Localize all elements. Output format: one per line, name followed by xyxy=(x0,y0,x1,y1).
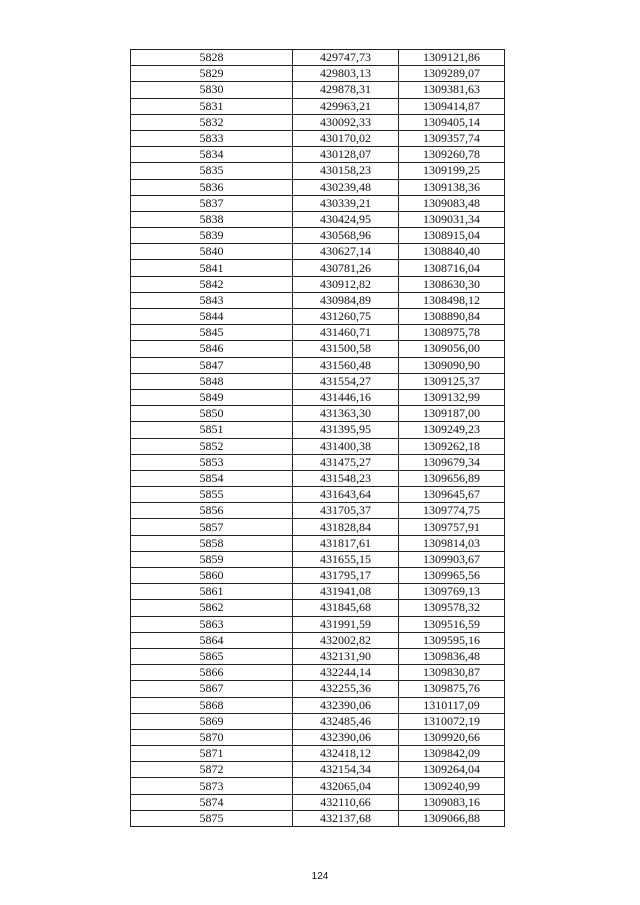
y-coordinate-cell: 1309357,74 xyxy=(399,130,505,146)
table-row xyxy=(131,519,505,535)
point-number-cell: 5874 xyxy=(131,794,293,810)
y-coordinate-cell: 1309656,89 xyxy=(399,470,505,486)
x-coordinate-cell: 432131,90 xyxy=(293,648,399,664)
x-coordinate-cell: 432390,06 xyxy=(293,729,399,745)
y-coordinate-cell: 1309066,88 xyxy=(399,810,505,826)
table-row xyxy=(131,98,505,114)
table-row xyxy=(131,66,505,82)
x-coordinate-cell: 429803,13 xyxy=(293,66,399,82)
point-number-cell: 5869 xyxy=(131,713,293,729)
point-number-cell: 5834 xyxy=(131,147,293,163)
y-coordinate-cell: 1309595,16 xyxy=(399,632,505,648)
table-row xyxy=(131,147,505,163)
table-row xyxy=(131,681,505,697)
point-number-cell: 5837 xyxy=(131,195,293,211)
table-row xyxy=(131,568,505,584)
x-coordinate-cell: 430239,48 xyxy=(293,179,399,195)
point-number-cell: 5840 xyxy=(131,244,293,260)
table-row xyxy=(131,163,505,179)
x-coordinate-cell: 431548,23 xyxy=(293,470,399,486)
table-row xyxy=(131,357,505,373)
table-row xyxy=(131,697,505,713)
point-number-cell: 5836 xyxy=(131,179,293,195)
table-row xyxy=(131,487,505,503)
point-number-cell: 5872 xyxy=(131,762,293,778)
table-row xyxy=(131,665,505,681)
table-row xyxy=(131,729,505,745)
y-coordinate-cell: 1310117,09 xyxy=(399,697,505,713)
x-coordinate-cell: 432418,12 xyxy=(293,746,399,762)
table-row xyxy=(131,260,505,276)
x-coordinate-cell: 431500,58 xyxy=(293,341,399,357)
point-number-cell: 5842 xyxy=(131,276,293,292)
x-coordinate-cell: 430912,82 xyxy=(293,276,399,292)
x-coordinate-cell: 430568,96 xyxy=(293,228,399,244)
x-coordinate-cell: 430781,26 xyxy=(293,260,399,276)
point-number-cell: 5843 xyxy=(131,292,293,308)
y-coordinate-cell: 1309920,66 xyxy=(399,729,505,745)
x-coordinate-cell: 432485,46 xyxy=(293,713,399,729)
x-coordinate-cell: 432154,34 xyxy=(293,762,399,778)
y-coordinate-cell: 1308890,84 xyxy=(399,309,505,325)
point-number-cell: 5873 xyxy=(131,778,293,794)
table-row xyxy=(131,454,505,470)
y-coordinate-cell: 1309414,87 xyxy=(399,98,505,114)
point-number-cell: 5833 xyxy=(131,130,293,146)
y-coordinate-cell: 1309381,63 xyxy=(399,82,505,98)
x-coordinate-cell: 430984,89 xyxy=(293,292,399,308)
y-coordinate-cell: 1309264,04 xyxy=(399,762,505,778)
table-row xyxy=(131,551,505,567)
point-number-cell: 5860 xyxy=(131,568,293,584)
y-coordinate-cell: 1309187,00 xyxy=(399,406,505,422)
y-coordinate-cell: 1309836,48 xyxy=(399,648,505,664)
y-coordinate-cell: 1309965,56 xyxy=(399,568,505,584)
x-coordinate-cell: 431655,15 xyxy=(293,551,399,567)
y-coordinate-cell: 1309083,16 xyxy=(399,794,505,810)
y-coordinate-cell: 1310072,19 xyxy=(399,713,505,729)
x-coordinate-cell: 430627,14 xyxy=(293,244,399,260)
coordinates-table-body xyxy=(131,50,505,827)
point-number-cell: 5853 xyxy=(131,454,293,470)
table-row xyxy=(131,211,505,227)
y-coordinate-cell: 1308915,04 xyxy=(399,228,505,244)
point-number-cell: 5870 xyxy=(131,729,293,745)
y-coordinate-cell: 1309769,13 xyxy=(399,584,505,600)
point-number-cell: 5858 xyxy=(131,535,293,551)
y-coordinate-cell: 1309260,78 xyxy=(399,147,505,163)
table-row xyxy=(131,778,505,794)
y-coordinate-cell: 1309121,86 xyxy=(399,50,505,66)
point-number-cell: 5861 xyxy=(131,584,293,600)
y-coordinate-cell: 1308498,12 xyxy=(399,292,505,308)
point-number-cell: 5865 xyxy=(131,648,293,664)
page-number: 124 xyxy=(311,871,329,882)
table-row xyxy=(131,292,505,308)
table-row xyxy=(131,535,505,551)
x-coordinate-cell: 432244,14 xyxy=(293,665,399,681)
table-row xyxy=(131,503,505,519)
y-coordinate-cell: 1309875,76 xyxy=(399,681,505,697)
point-number-cell: 5856 xyxy=(131,503,293,519)
table-row xyxy=(131,616,505,632)
x-coordinate-cell: 431991,59 xyxy=(293,616,399,632)
x-coordinate-cell: 431941,08 xyxy=(293,584,399,600)
y-coordinate-cell: 1308975,78 xyxy=(399,325,505,341)
point-number-cell: 5838 xyxy=(131,211,293,227)
point-number-cell: 5832 xyxy=(131,114,293,130)
y-coordinate-cell: 1309757,91 xyxy=(399,519,505,535)
point-number-cell: 5845 xyxy=(131,325,293,341)
point-number-cell: 5835 xyxy=(131,163,293,179)
y-coordinate-cell: 1309262,18 xyxy=(399,438,505,454)
point-number-cell: 5849 xyxy=(131,389,293,405)
point-number-cell: 5871 xyxy=(131,746,293,762)
x-coordinate-cell: 431260,75 xyxy=(293,309,399,325)
table-row xyxy=(131,584,505,600)
y-coordinate-cell: 1308840,40 xyxy=(399,244,505,260)
x-coordinate-cell: 430424,95 xyxy=(293,211,399,227)
point-number-cell: 5875 xyxy=(131,810,293,826)
table-row xyxy=(131,810,505,826)
point-number-cell: 5866 xyxy=(131,665,293,681)
point-number-cell: 5850 xyxy=(131,406,293,422)
table-row xyxy=(131,244,505,260)
table-row xyxy=(131,130,505,146)
y-coordinate-cell: 1309645,67 xyxy=(399,487,505,503)
table-row xyxy=(131,373,505,389)
point-number-cell: 5841 xyxy=(131,260,293,276)
y-coordinate-cell: 1309289,07 xyxy=(399,66,505,82)
x-coordinate-cell: 430170,02 xyxy=(293,130,399,146)
y-coordinate-cell: 1309125,37 xyxy=(399,373,505,389)
table-row xyxy=(131,195,505,211)
x-coordinate-cell: 431828,84 xyxy=(293,519,399,535)
point-number-cell: 5852 xyxy=(131,438,293,454)
y-coordinate-cell: 1309031,34 xyxy=(399,211,505,227)
x-coordinate-cell: 430128,07 xyxy=(293,147,399,163)
table-row xyxy=(131,438,505,454)
x-coordinate-cell: 430092,33 xyxy=(293,114,399,130)
y-coordinate-cell: 1309814,03 xyxy=(399,535,505,551)
y-coordinate-cell: 1309774,75 xyxy=(399,503,505,519)
point-number-cell: 5864 xyxy=(131,632,293,648)
x-coordinate-cell: 432255,36 xyxy=(293,681,399,697)
x-coordinate-cell: 432390,06 xyxy=(293,697,399,713)
y-coordinate-cell: 1309056,00 xyxy=(399,341,505,357)
x-coordinate-cell: 431643,64 xyxy=(293,487,399,503)
coordinates-table xyxy=(130,49,505,827)
x-coordinate-cell: 431446,16 xyxy=(293,389,399,405)
table-row xyxy=(131,309,505,325)
x-coordinate-cell: 431400,38 xyxy=(293,438,399,454)
table-row xyxy=(131,632,505,648)
x-coordinate-cell: 429747,73 xyxy=(293,50,399,66)
x-coordinate-cell: 432002,82 xyxy=(293,632,399,648)
y-coordinate-cell: 1309249,23 xyxy=(399,422,505,438)
point-number-cell: 5862 xyxy=(131,600,293,616)
point-number-cell: 5844 xyxy=(131,309,293,325)
table-row xyxy=(131,228,505,244)
x-coordinate-cell: 429878,31 xyxy=(293,82,399,98)
table-row xyxy=(131,648,505,664)
point-number-cell: 5863 xyxy=(131,616,293,632)
table-row xyxy=(131,179,505,195)
point-number-cell: 5854 xyxy=(131,470,293,486)
x-coordinate-cell: 431460,71 xyxy=(293,325,399,341)
y-coordinate-cell: 1309903,67 xyxy=(399,551,505,567)
table-row xyxy=(131,114,505,130)
x-coordinate-cell: 431845,68 xyxy=(293,600,399,616)
point-number-cell: 5828 xyxy=(131,50,293,66)
point-number-cell: 5829 xyxy=(131,66,293,82)
point-number-cell: 5867 xyxy=(131,681,293,697)
x-coordinate-cell: 431795,17 xyxy=(293,568,399,584)
x-coordinate-cell: 432065,04 xyxy=(293,778,399,794)
y-coordinate-cell: 1308630,30 xyxy=(399,276,505,292)
x-coordinate-cell: 432110,66 xyxy=(293,794,399,810)
point-number-cell: 5831 xyxy=(131,98,293,114)
x-coordinate-cell: 429963,21 xyxy=(293,98,399,114)
table-row xyxy=(131,406,505,422)
x-coordinate-cell: 430158,23 xyxy=(293,163,399,179)
y-coordinate-cell: 1309199,25 xyxy=(399,163,505,179)
y-coordinate-cell: 1309138,36 xyxy=(399,179,505,195)
table-row xyxy=(131,470,505,486)
y-coordinate-cell: 1309240,99 xyxy=(399,778,505,794)
x-coordinate-cell: 432137,68 xyxy=(293,810,399,826)
point-number-cell: 5848 xyxy=(131,373,293,389)
y-coordinate-cell: 1309842,09 xyxy=(399,746,505,762)
x-coordinate-cell: 431817,61 xyxy=(293,535,399,551)
table-row xyxy=(131,746,505,762)
x-coordinate-cell: 431395,95 xyxy=(293,422,399,438)
y-coordinate-cell: 1308716,04 xyxy=(399,260,505,276)
point-number-cell: 5859 xyxy=(131,551,293,567)
x-coordinate-cell: 431560,48 xyxy=(293,357,399,373)
y-coordinate-cell: 1309090,90 xyxy=(399,357,505,373)
y-coordinate-cell: 1309083,48 xyxy=(399,195,505,211)
y-coordinate-cell: 1309516,59 xyxy=(399,616,505,632)
point-number-cell: 5830 xyxy=(131,82,293,98)
x-coordinate-cell: 430339,21 xyxy=(293,195,399,211)
table-row xyxy=(131,762,505,778)
point-number-cell: 5839 xyxy=(131,228,293,244)
table-row xyxy=(131,600,505,616)
table-row xyxy=(131,341,505,357)
point-number-cell: 5851 xyxy=(131,422,293,438)
table-row xyxy=(131,82,505,98)
y-coordinate-cell: 1309830,87 xyxy=(399,665,505,681)
table-row xyxy=(131,713,505,729)
y-coordinate-cell: 1309578,32 xyxy=(399,600,505,616)
x-coordinate-cell: 431554,27 xyxy=(293,373,399,389)
table-row xyxy=(131,325,505,341)
table-row xyxy=(131,389,505,405)
point-number-cell: 5855 xyxy=(131,487,293,503)
table-row xyxy=(131,422,505,438)
x-coordinate-cell: 431475,27 xyxy=(293,454,399,470)
x-coordinate-cell: 431705,37 xyxy=(293,503,399,519)
table-row xyxy=(131,276,505,292)
y-coordinate-cell: 1309132,99 xyxy=(399,389,505,405)
point-number-cell: 5846 xyxy=(131,341,293,357)
point-number-cell: 5868 xyxy=(131,697,293,713)
point-number-cell: 5847 xyxy=(131,357,293,373)
table-row xyxy=(131,794,505,810)
y-coordinate-cell: 1309405,14 xyxy=(399,114,505,130)
table-row xyxy=(131,50,505,66)
point-number-cell: 5857 xyxy=(131,519,293,535)
x-coordinate-cell: 431363,30 xyxy=(293,406,399,422)
y-coordinate-cell: 1309679,34 xyxy=(399,454,505,470)
